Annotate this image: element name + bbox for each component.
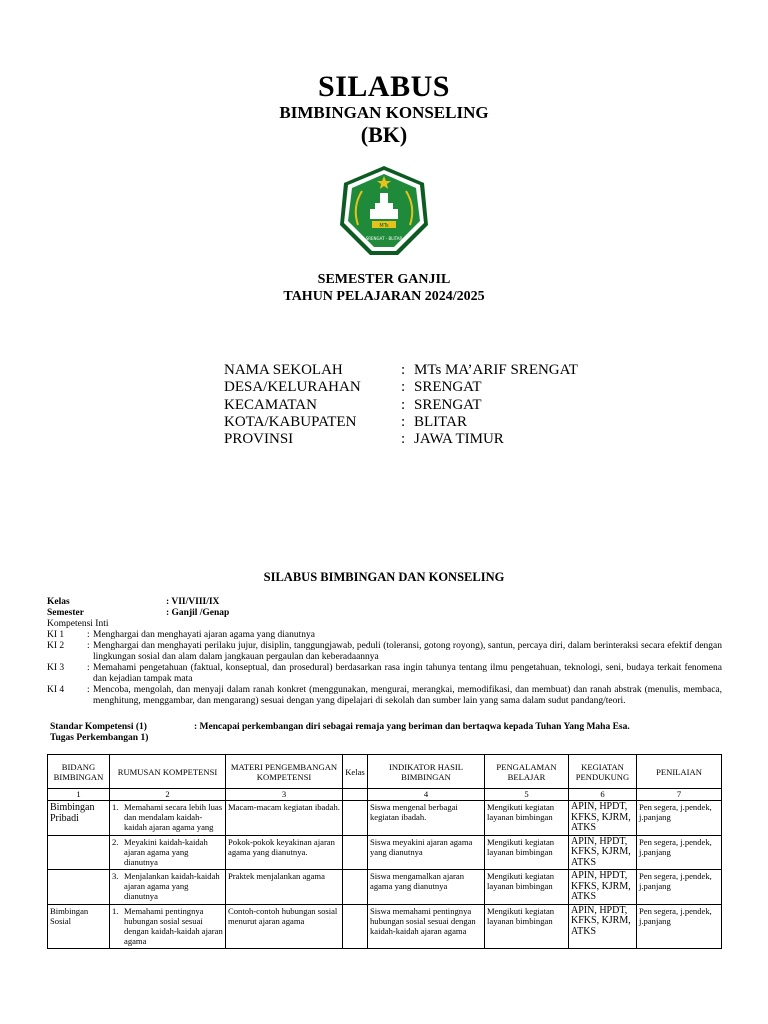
- cell-indikator: Siswa memahami pentingnya hubungan sosial sesuai dengan kaidah-kaidah ajaran agama: [368, 904, 485, 948]
- header-kegiatan: KEGIATAN PENDUKUNG: [569, 755, 637, 789]
- table-row: [48, 870, 722, 905]
- standar-kompetensi-value: : Mencapai perkembangan diri sebagai remaja yang beriman dan bertaqwa kepada Tuhan Yang Maha Esa.: [194, 722, 630, 732]
- header-bidang: BIDANG BIMBINGAN: [48, 755, 110, 789]
- cell-bidang: Bimbingan Sosial: [48, 904, 110, 948]
- info-value: JAWA TIMUR: [414, 431, 504, 448]
- info-value: SRENGAT: [414, 396, 482, 413]
- rumusan-number: 1.: [112, 802, 119, 812]
- cell-pengalaman: Mengikuti kegiatan layanan bimbingan: [485, 870, 569, 905]
- cell-rumusan: [110, 801, 226, 836]
- semester-label: Semester: [47, 608, 84, 618]
- syllabus-table: [47, 754, 722, 949]
- cell-pengalaman: Mengikuti kegiatan layanan bimbingan: [485, 904, 569, 948]
- column-number: 3: [226, 789, 343, 801]
- column-number: 4: [368, 789, 485, 801]
- info-label: KECAMATAN: [224, 396, 317, 413]
- cell-materi: Pokok-pokok keyakinan ajaran agama yang dianutnya.: [226, 835, 343, 870]
- column-number: 7: [637, 789, 722, 801]
- cell-kelas: [343, 870, 368, 905]
- academic-year-heading: TAHUN PELAJARAN 2024/2025: [283, 289, 485, 304]
- ki-label: KI 2: [47, 641, 65, 651]
- cell-rumusan: [110, 835, 226, 870]
- rumusan-text: Menjalankan kaidah-kaidah ajaran agama yang dianutnya: [124, 871, 220, 901]
- info-value: SRENGAT: [414, 379, 482, 396]
- school-info-row: PROVINSI : JAWA TIMUR: [224, 431, 504, 448]
- semester-heading: SEMESTER GANJIL: [317, 272, 451, 287]
- cell-penilaian: Pen segera, j.pendek, j.panjang: [637, 904, 722, 948]
- school-info-row: KECAMATAN : SRENGAT: [224, 396, 482, 413]
- info-label: NAMA SEKOLAH: [224, 362, 343, 378]
- kelas-row: [47, 597, 722, 608]
- rumusan-number: 3.: [112, 871, 119, 881]
- ki-text: Menghargai dan menghayati ajaran agama yang dianutnya: [93, 630, 315, 640]
- header-rumusan: RUMUSAN KOMPETENSI: [110, 755, 226, 789]
- document-title: SILABUS: [318, 70, 450, 103]
- cell-pengalaman: Mengikuti kegiatan layanan bimbingan: [485, 835, 569, 870]
- ki-text: Memahami pengetahuan (faktual, konseptual, dan prosedural) berdasarkan rasa ingin tahunya tentang ilmu pengetahuan, teknologi, seni, budaya terkait fenomena dan kejadian tampak mata: [93, 663, 722, 684]
- ki-row: KI 3 : Memahami pengetahuan (faktual, konseptual, dan prosedural) berdasarkan rasa ingin tahunya tentang ilmu pengetahuan, teknologi, seni, budaya terkait fenomena dan kejadian tampak mata: [47, 663, 722, 684]
- school-info-row: DESA/KELURAHAN : SRENGAT: [224, 379, 482, 396]
- kompetensi-inti-label: Kompetensi Inti: [47, 619, 109, 629]
- table-header-row: [48, 755, 722, 789]
- column-number: 2: [110, 789, 226, 801]
- kelas-label: Kelas: [47, 597, 70, 607]
- header-kelas: Kelas: [343, 755, 368, 789]
- tugas-perkembangan-label: Tugas Perkembangan 1): [50, 733, 149, 743]
- header-indikator: INDIKATOR HASIL BIMBINGAN: [368, 755, 485, 789]
- document-subtitle-abbrev: (BK): [360, 122, 408, 147]
- table-number-row: [48, 789, 722, 801]
- cell-kelas: [343, 835, 368, 870]
- cell-rumusan: [110, 870, 226, 905]
- column-number: [343, 789, 368, 801]
- ki-text: Mencoba, mengolah, dan menyaji dalam ranah konkret (menggunakan, mengurai, merangkai, memodifikasi, dan membuat) dan ranah abstrak (menulis, membaca, menghitung, menggambar, dan mengarang) sesuai dengan yang dipelajari di sekolah dan sumber lain yang sama dalam sudut pandang/teori.: [93, 685, 722, 706]
- kelas-value: : VII/VIII/IX: [166, 597, 220, 607]
- info-label: KOTA/KABUPATEN: [224, 413, 357, 430]
- cell-kegiatan: APIN, HPDT, KFKS, KJRM, ATKS: [569, 801, 637, 836]
- rumusan-text: Memahami secara lebih luas dan mendalam kaidah-kaidah ajaran agama yang: [124, 802, 223, 832]
- semester-value: : Ganjil /Genap: [166, 608, 230, 618]
- cell-materi: Contoh-contoh hubungan sosial menurut ajaran agama: [226, 904, 343, 948]
- info-value: BLITAR: [414, 413, 467, 430]
- school-logo-emblem: [338, 163, 430, 258]
- cell-materi: Praktek menjalankan agama: [226, 870, 343, 905]
- logo-badge-text: MTs: [379, 223, 389, 229]
- cell-kelas: [343, 801, 368, 836]
- column-number: 5: [485, 789, 569, 801]
- school-info-row: KOTA/KABUPATEN : BLITAR: [224, 413, 467, 430]
- cell-bidang: [48, 870, 110, 905]
- syllabus-section-title: SILABUS BIMBINGAN DAN KONSELING: [263, 570, 505, 584]
- table-row: [48, 835, 722, 870]
- cell-penilaian: Pen segera, j.pendek, j.panjang: [637, 835, 722, 870]
- ki-row: KI 2 : Menghargai dan menghayati perilaku jujur, disiplin, tanggungjawab, peduli (toleransi, gotong royong), santun, percaya diri, dalam berinteraksi secara efektif dengan lingkungan sosial dan alam dalam jangkauan pergaulan dan keberadaannya: [47, 641, 722, 662]
- ki-row: KI 1 : Menghargai dan menghayati ajaran agama yang dianutnya: [47, 630, 722, 641]
- ki-label: KI 1: [47, 630, 65, 640]
- cell-bidang: [48, 835, 110, 870]
- ki-text: Menghargai dan menghayati perilaku jujur, disiplin, tanggungjawab, peduli (toleransi, gotong royong), santun, percaya diri, dalam berinteraksi secara efektif dengan lingkungan sosial dan alam dalam jangkauan pergaulan dan keberadaannya: [93, 641, 722, 662]
- header-penilaian: PENILAIAN: [637, 755, 722, 789]
- info-value: MTs MA’ARIF SRENGAT: [414, 362, 578, 378]
- school-info-row: NAMA SEKOLAH : MTs MA’ARIF SRENGAT: [224, 362, 578, 378]
- header-pengalaman: PENGALAMAN BELAJAR: [485, 755, 569, 789]
- cell-kegiatan: APIN, HPDT, KFKS, KJRM, ATKS: [569, 870, 637, 905]
- cell-indikator: Siswa mengenal berbagai kegiatan ibadah.: [368, 801, 485, 836]
- rumusan-number: 1.: [112, 905, 119, 916]
- header-materi: MATERI PENGEMBANGAN KOMPETENSI: [226, 755, 343, 789]
- logo-caption: SRENGAT - BLITAR: [365, 236, 403, 241]
- ki-label: KI 3: [47, 663, 65, 673]
- school-info-block: [224, 362, 578, 448]
- standar-kompetensi-row: [50, 722, 720, 733]
- table-row: [48, 801, 722, 836]
- ki-row: KI 4 : Mencoba, mengolah, dan menyaji dalam ranah konkret (menggunakan, mengurai, merangkai, memodifikasi, dan membuat) dan ranah abstrak (menulis, membaca, menghitung, menggambar, dan mengarang) sesuai dengan yang dipelajari di sekolah dan sumber lain yang sama dalam sudut pandang/teori.: [47, 685, 722, 706]
- rumusan-number: 2.: [112, 836, 119, 847]
- cell-indikator: Siswa meyakini ajaran agama yang dianutnya: [368, 835, 485, 870]
- syllabus-meta-block: [47, 597, 722, 707]
- info-label: PROVINSI: [224, 431, 294, 448]
- rumusan-text: Memahami pentingnya hubungan sosial sesuai dengan kaidah-kaidah ajaran agama: [124, 905, 223, 946]
- cell-rumusan: [110, 904, 226, 948]
- column-number: 6: [569, 789, 637, 801]
- ki-label: KI 4: [47, 685, 65, 695]
- rumusan-text: Meyakini kaidah-kaidah ajaran agama yang dianutnya: [124, 836, 208, 867]
- semester-row: [47, 608, 722, 619]
- document-subtitle: BIMBINGAN KONSELING: [279, 103, 489, 122]
- cell-kegiatan: APIN, HPDT, KFKS, KJRM, ATKS: [569, 835, 637, 870]
- cell-penilaian: Pen segera, j.pendek, j.panjang: [637, 801, 722, 836]
- cell-kegiatan: APIN, HPDT, KFKS, KJRM, ATKS: [569, 904, 637, 948]
- info-label: DESA/KELURAHAN: [224, 379, 361, 396]
- cell-pengalaman: Mengikuti kegiatan layanan bimbingan: [485, 801, 569, 836]
- cell-penilaian: Pen segera, j.pendek, j.panjang: [637, 870, 722, 905]
- standar-kompetensi-label: Standar Kompetensi (1): [50, 722, 147, 732]
- cell-kelas: [343, 904, 368, 948]
- cell-indikator: Siswa mengamalkan ajaran agama yang dianutnya: [368, 870, 485, 905]
- column-number: 1: [48, 789, 110, 801]
- cell-bidang: Bimbingan Pribadi: [48, 801, 110, 836]
- cell-materi: Macam-macam kegiatan ibadah.: [226, 801, 343, 836]
- table-row: [48, 904, 722, 948]
- standar-kompetensi-block: [50, 722, 720, 744]
